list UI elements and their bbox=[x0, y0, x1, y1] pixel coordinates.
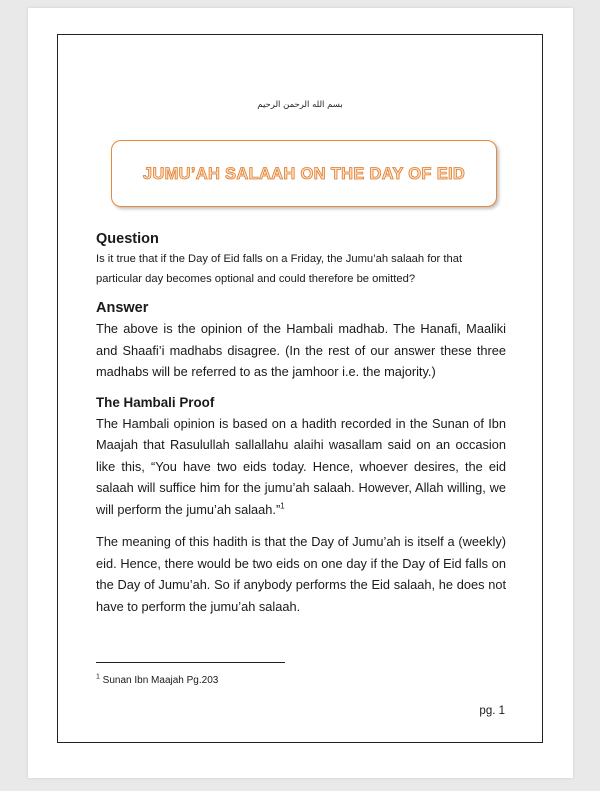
answer-heading: Answer bbox=[96, 300, 149, 316]
footnote bbox=[96, 675, 218, 686]
hadith-explanation: The meaning of this hadith is that the Day of Jumu’ah is itself a (weekly) eid. Hence, there would be two eids on one day if the Day of Eid falls on the Day of Jumu’ah. So if anybody performs the Eid salaah, he does not have to perform the jumu’ah salaah. bbox=[96, 534, 506, 614]
title-box bbox=[111, 140, 497, 207]
basmala-header: بسم الله الرحمن الرحيم bbox=[257, 100, 343, 110]
hambali-proof-text bbox=[96, 413, 506, 521]
document-title: JUMU’AH SALAAH ON THE DAY OF EID bbox=[142, 164, 466, 183]
footnote-marker: 1 bbox=[96, 673, 100, 681]
question-text: Is it true that if the Day of Eid falls on a Friday, the Jumu’ah salaah for that particular day becomes optional and could therefore be omitted? bbox=[96, 253, 463, 285]
hambali-proof-heading: The Hambali Proof bbox=[96, 394, 215, 410]
question-heading: Question bbox=[96, 231, 159, 247]
footnote-text: Sunan Ibn Maajah Pg.203 bbox=[99, 675, 219, 686]
footnote-reference: 1 bbox=[280, 501, 285, 511]
page-number: pg. 1 bbox=[479, 705, 505, 717]
document-body bbox=[96, 229, 506, 617]
answer-text: The above is the opinion of the Hambali madhab. The Hanafi, Maaliki and Shaafi’i madhabs disagree. (In the rest of our answer these three madhabs will be referred to as the jamhoor i.e. the majority.) bbox=[96, 321, 506, 379]
hambali-proof-body: The Hambali opinion is based on a hadith recorded in the Sunan of Ibn Maajah that Rasulullah sallallahu alaihi wasallam said on an occasion like this, “You have two eids today. Hence, whoever desires, the eid salaah will suffice him for the jumu’ah salaah. However, Allah willing, we will perform the jumu’ah salaah.” bbox=[96, 415, 506, 517]
footnote-divider bbox=[96, 662, 285, 663]
